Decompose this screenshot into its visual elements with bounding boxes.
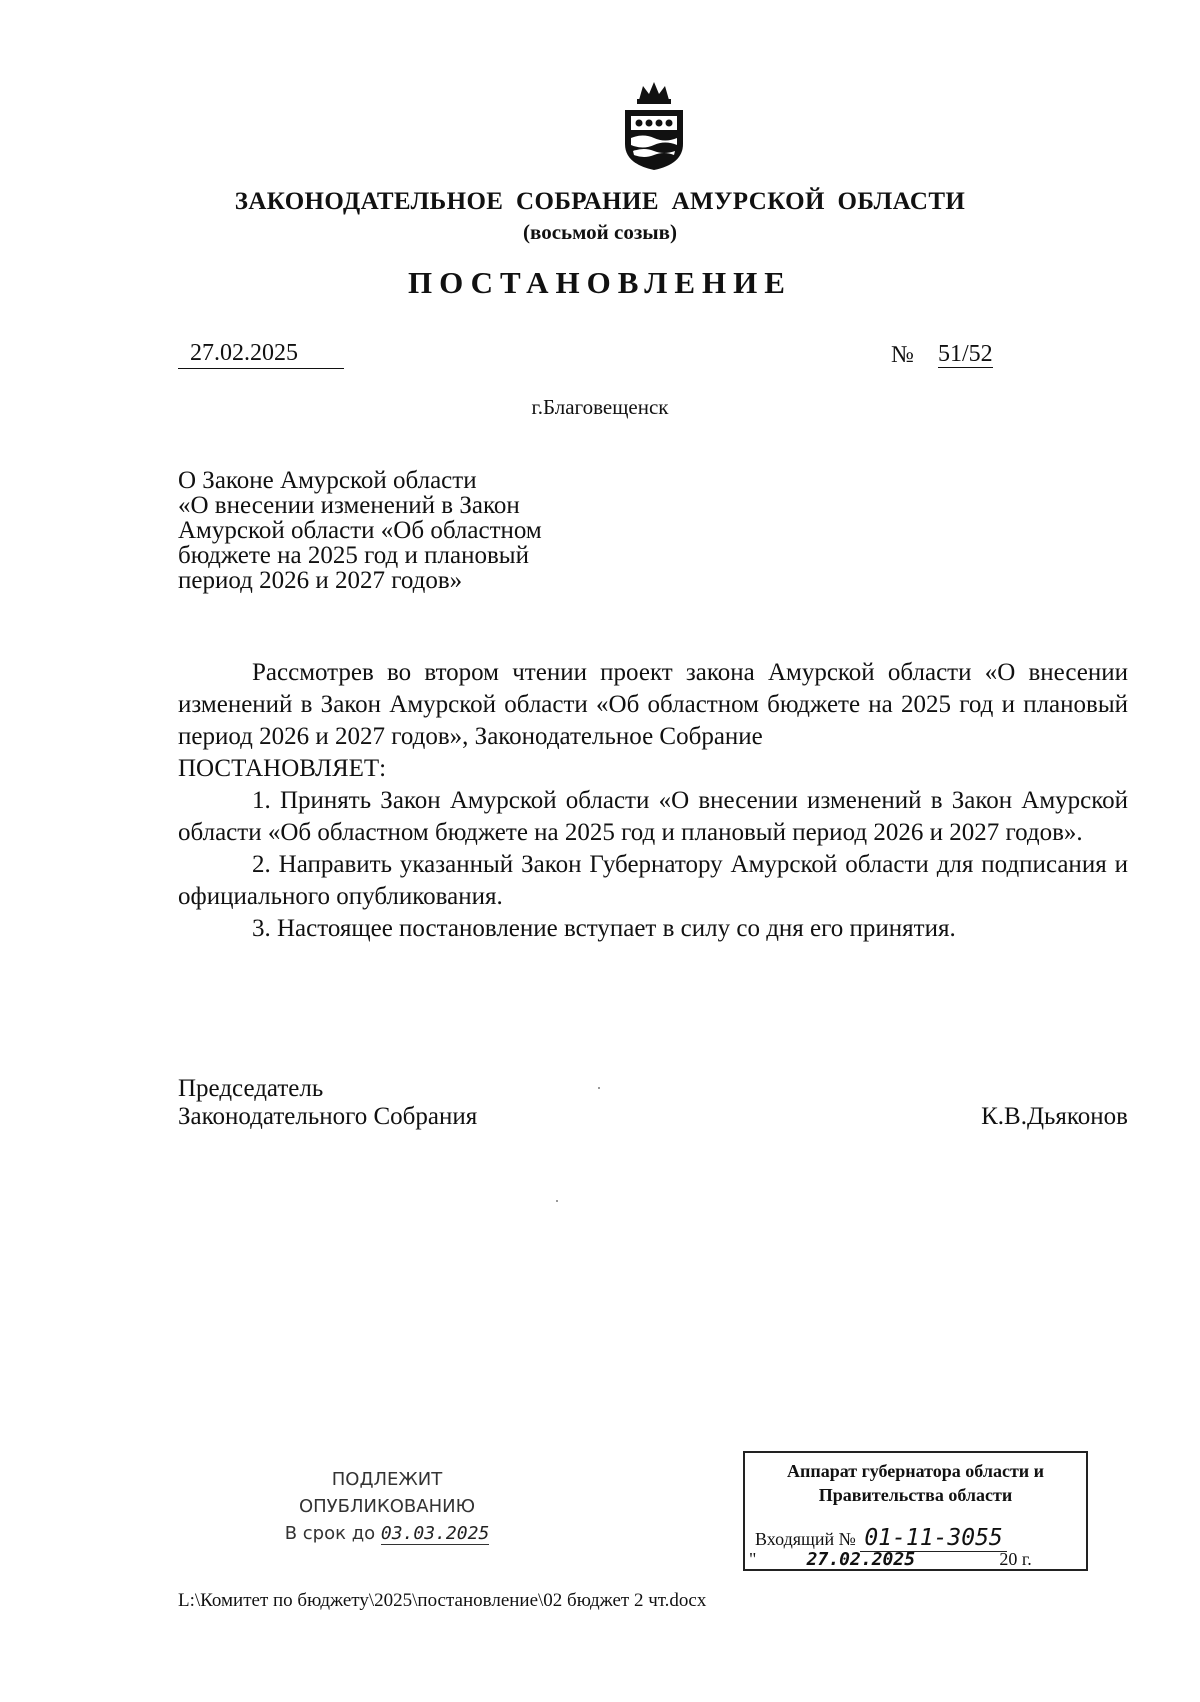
year-suffix: г.: [1021, 1549, 1032, 1569]
scan-speck: [556, 1200, 558, 1202]
stamp-line: Правительства области: [818, 1485, 1013, 1505]
incoming-date: 27.02.2025: [761, 1549, 961, 1571]
signatory-title-line: Законодательного Собрания: [178, 1103, 478, 1130]
signatory-title: [178, 1075, 477, 1131]
file-path: L:\Комитет по бюджету\2025\постановление\02 бюджет 2 чт.docx: [178, 1590, 707, 1611]
deadline-value: 03.03.2025: [380, 1523, 490, 1544]
document-date: 27.02.2025: [178, 340, 344, 369]
signatory-name: К.В.Дьяконов: [981, 1103, 1128, 1130]
stamp-line: ПОДЛЕЖИТ: [331, 1469, 443, 1490]
incoming-label: Входящий №: [755, 1529, 856, 1549]
subject-line: бюджете на 2025 год и плановый: [178, 542, 529, 569]
publication-stamp: [272, 1466, 502, 1547]
subject-line: Амурской области «Об областном: [178, 517, 542, 544]
deadline-label: В срок до: [284, 1523, 376, 1544]
subject-line: О Законе Амурской области: [178, 467, 477, 494]
subject-line: «О внесении изменений в Закон: [178, 492, 520, 519]
resolves-word: ПОСТАНОВЛЯЕТ:: [178, 755, 387, 782]
incoming-number: 01-11-3055: [860, 1525, 1006, 1552]
subject-line: период 2026 и 2027 годов»: [178, 567, 463, 594]
stamp-line: ОПУБЛИКОВАНИЮ: [298, 1496, 476, 1517]
incoming-date-row: [749, 1549, 1032, 1571]
number-label: №: [891, 342, 914, 368]
publication-deadline: [272, 1520, 502, 1547]
scan-speck: [598, 1087, 600, 1089]
incoming-row: [755, 1525, 1007, 1551]
convocation: (восьмой созыв): [523, 220, 677, 244]
body-item: 1. Принять Закон Амурской области «О внесении изменений в Закон Амурской области «Об областном бюджете на 2025 год и плановый период 2026 и 2027 годов».: [178, 787, 1128, 846]
document-subject: [178, 468, 638, 593]
preamble: Рассмотрев во втором чтении проект закона Амурской области «О внесении изменений в Закон Амурской области «Об областном бюджете на 2025 год и плановый период 2026 и 2027 годов», Законодательное Собрание: [178, 659, 1128, 750]
document-number: 51/52: [938, 341, 993, 367]
city: г.Благовещенск: [531, 395, 669, 419]
coat-of-arms-icon: [617, 78, 691, 173]
document-body: [178, 657, 1128, 945]
open-quote: ": [749, 1549, 757, 1569]
year-value: 20: [965, 1549, 1017, 1571]
registration-stamp: [743, 1451, 1088, 1571]
stamp-line: Аппарат губернатора области и: [786, 1461, 1045, 1481]
document-type: ПОСТАНОВЛЕНИЕ: [408, 265, 792, 300]
body-item: 2. Направить указанный Закон Губернатору Амурской области для подписания и официального опубликования.: [178, 851, 1128, 910]
organization-name: ЗАКОНОДАТЕЛЬНОЕ СОБРАНИЕ АМУРСКОЙ ОБЛАСТИ: [234, 188, 966, 215]
body-item: 3. Настоящее постановление вступает в силу со дня его принятия.: [252, 915, 956, 942]
signatory-title-line: Председатель: [178, 1075, 324, 1102]
